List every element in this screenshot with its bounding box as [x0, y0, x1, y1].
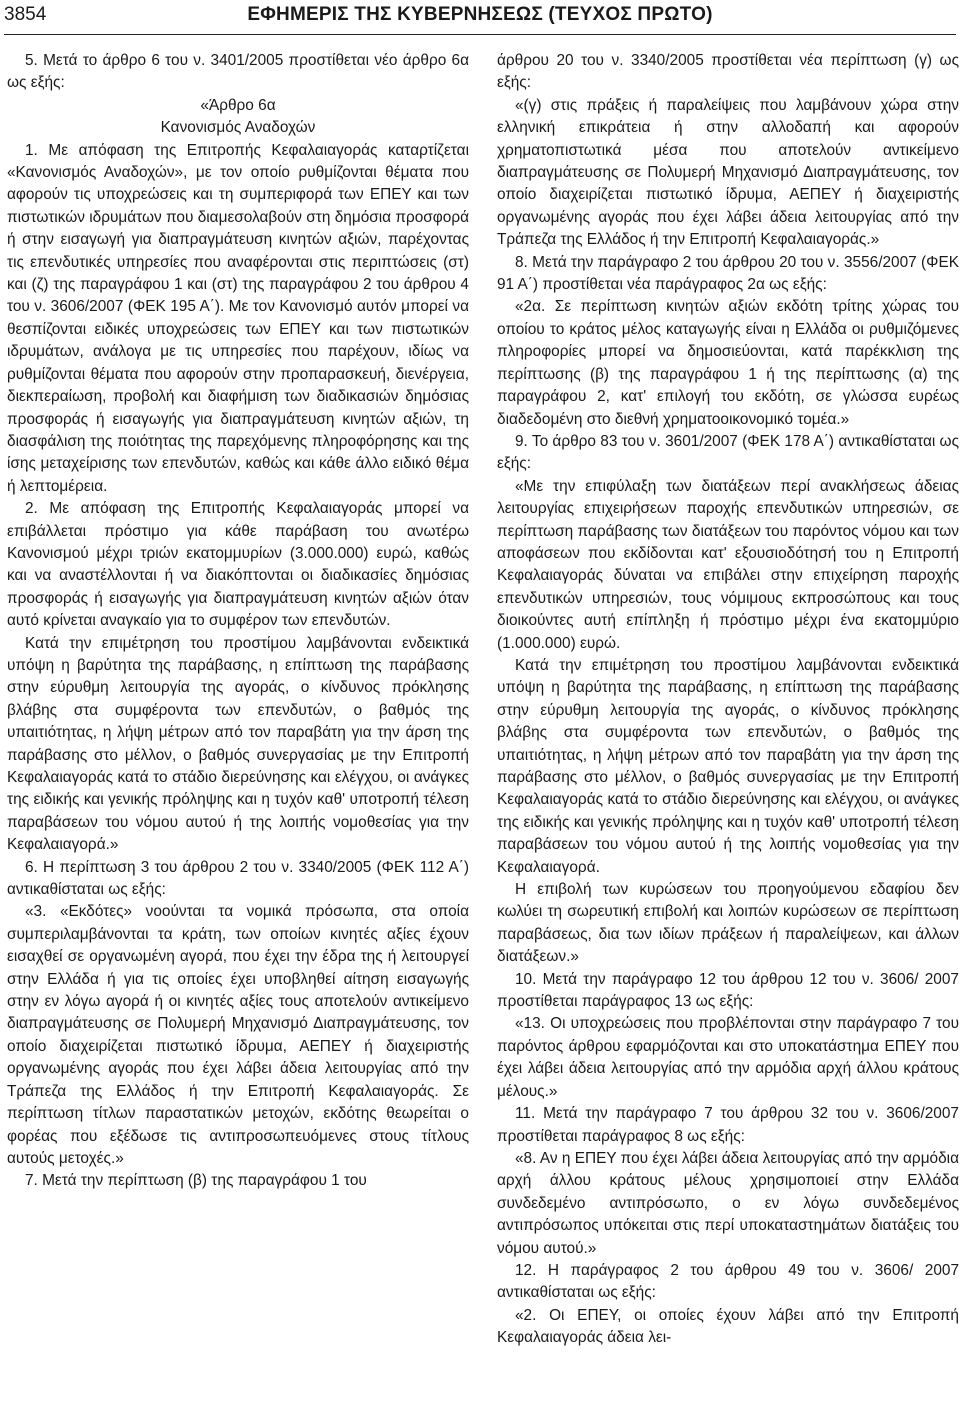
paragraph: «(γ) στις πράξεις ή παραλείψεις που λαμβάνουν χώρα στην ελληνική επικράτεια ή στην αλλοδαπή και αφορούν χρηματοπιστωτικά μέσα που αποτελούν αντικείμενο διαπραγμάτευσης σε Πολυμερή Μηχανισμό Διαπραγμάτευσης, τον οποίο διαχειρίζεται πιστωτικό ίδρυμα, ΑΕΠΕΥ ή διαχειριστής οργανωμένης αγοράς που έχει λάβει άδεια λειτουργίας από την Τράπεζα της Ελλάδος ή την Επιτροπή Κεφαλαιαγοράς.»	[497, 96, 959, 249]
paragraph: 1. Με απόφαση της Επιτροπής Κεφαλαιαγοράς καταρτίζεται «Κανονισμός Αναδοχών», με τον οποίο ρυθμίζονται θέματα που αφορούν τις υποχρεώσεις και τη συμπεριφορά των ΕΠΕΥ και των πιστωτικών ιδρυμάτων που διαμεσολαβούν στη δημόσια προσφορά ή στην εισαγωγή για διαπραγμάτευση κινητών αξιών, παρέχοντας τις επενδυτικές υπηρεσίες που αναφέρονται στις περιπτώσεις (στ) και (ζ) της παραγράφου 1 και (στ) της παραγράφου 2 του άρθρου 4 του ν. 3606/2007 (ΦΕΚ 195 Α΄). Με τον Κανονισμό αυτόν μπορεί να θεσπίζονται ειδικές υποχρεώσεις των ΕΠΕΥ και των πιστωτικών ιδρυμάτων, ανάλογα με τις υπηρεσίες που παρέχουν, ιδίως να ρυθμίζονται θέματα που αφορούν στην προπαρασκευή, διενέργεια, διεκπεραίωση, προβολή και διαφήμιση των διαδικασιών δημόσιας προσφοράς ή εισαγωγής για διαπραγμάτευση κινητών αξιών, τη διασφάλιση της ποιότητας της παρεχόμενης πληροφόρησης και της ίσης μεταχείρισης των επενδυτών, καθώς και κάθε άλλο ειδικό θέμα ή λεπτομέρεια.	[7, 141, 469, 495]
paragraph: 10. Μετά την παράγραφο 12 του άρθρου 12 του ν. 3606/ 2007 προστίθεται παράγραφος 13 ως εξής:	[497, 970, 959, 1011]
article-title: Κανονισμός Αναδοχών	[160, 119, 316, 137]
paragraph: «2. Οι ΕΠΕΥ, οι οποίες έχουν λάβει από την Επιτροπή Κεφαλαιαγοράς άδεια λει-	[497, 1306, 959, 1347]
left-column	[7, 50, 469, 1422]
paragraph: 11. Μετά την παράγραφο 7 του άρθρου 32 του ν. 3606/2007 προστίθεται παράγραφος 8 ως εξής:	[497, 1105, 959, 1145]
page-header	[4, 2, 956, 28]
article-heading: «Άρθρο 6α	[200, 96, 276, 114]
header-rule	[4, 34, 956, 35]
paragraph: «13. Οι υποχρεώσεις που προβλέπονται στην παράγραφο 7 του παρόντος άρθρου εφαρμόζονται και στο υποκατάστημα ΕΠΕΥ που έχει λάβει άδεια λειτουργίας από την αρμόδια αρχή άλλου κράτους μέλους.»	[497, 1015, 959, 1100]
paragraph: 12. Η παράγραφος 2 του άρθρου 49 του ν. 3606/ 2007 αντικαθίσταται ως εξής:	[497, 1261, 959, 1302]
paragraph: Η επιβολή των κυρώσεων του προηγούμενου εδαφίου δεν κωλύει τη σωρευτική επιβολή και λοιπών κυρώσεων σε περίπτωση παραβάσεως, δια των ιδίων πράξεων ή παραλείψεων, και άλλων διατάξεων.»	[497, 881, 959, 966]
page-number: 3854	[4, 4, 47, 25]
paragraph: 5. Μετά το άρθρο 6 του ν. 3401/2005 προστίθεται νέο άρθρο 6α ως εξής:	[7, 52, 469, 92]
paragraph: 8. Μετά την παράγραφο 2 του άρθρου 20 του ν. 3556/2007 (ΦΕΚ 91 Α΄) προστίθεται νέα παράγραφος 2α ως εξής:	[497, 253, 959, 294]
paragraph: «3. «Εκδότες» νοούνται τα νομικά πρόσωπα, στα οποία συμπεριλαμβάνονται τα κράτη, των οποίων κινητές αξίες έχουν εισαχθεί σε οργανωμένη αγορά, που έχει την έδρα της ή λειτουργεί στην Ελλάδα ή για τις οποίες έχει υποβληθεί αίτηση εισαγωγής στην εν λόγω αγορά ή οι κινητές αξίες τους αποτελούν αντικείμενο διαπραγμάτευσης σε Πολυμερή Μηχανισμό Διαπραγμάτευσης, τον οποίο διαχειρίζεται πιστωτικό ίδρυμα, ΑΕΠΕΥ ή διαχειριστής οργανωμένης αγοράς που έχει λάβει άδεια λειτουργίας από την Τράπεζα της Ελλάδος ή την Επιτροπή Κεφαλαιαγοράς. Σε περίπτωση τίτλων παραστατικών μετοχών, εκδότης θεωρείται ο φορέας που εξέδωσε τις αντιπροσωπευόμενες στους τίτλους αυτούς μετοχές.»	[7, 903, 469, 1167]
gazette-title: ΕΦΗΜΕΡΙΣ ΤΗΣ ΚΥΒΕΡΝΗΣΕΩΣ (ΤΕΥΧΟΣ ΠΡΩΤΟ)	[247, 4, 713, 25]
paragraph: 7. Μετά την περίπτωση (β) της παραγράφου 1 του	[25, 1172, 367, 1190]
paragraph: Κατά την επιμέτρηση του προστίμου λαμβάνονται ενδεικτικά υπόψη η βαρύτητα της παράβασης, η επίπτωση της παράβασης στην εύρυθμη λειτουργία της αγοράς, ο κίνδυνος πρόκλησης βλάβης στα συμφέροντα των επενδυτών, ο βαθμός της υπαιτιότητας, η λήψη μέτρων από τον παραβάτη για την άρση της παράβασης στο μέλλον, ο βαθμός συνεργασίας με την Επιτροπή Κεφαλαιαγοράς κατά το στάδιο διερεύνησης και ελέγχου, οι ανάγκες της ειδικής και γενικής πρόληψης και η τυχόν καθ' υποτροπή τέλεση παραβάσεων του νόμου αυτού ή της λοιπής νομοθεσίας για την Κεφαλαιαγορά.	[497, 656, 959, 876]
paragraph: 6. Η περίπτωση 3 του άρθρου 2 του ν. 3340/2005 (ΦΕΚ 112 Α΄) αντικαθίσταται ως εξής:	[7, 858, 469, 899]
paragraph: 9. Το άρθρο 83 του ν. 3601/2007 (ΦΕΚ 178 Α΄) αντικαθίσταται ως εξής:	[497, 432, 959, 473]
right-column	[497, 50, 959, 1422]
paragraph: «2α. Σε περίπτωση κινητών αξιών εκδότη τρίτης χώρας του οποίου το κράτος μέλος καταγωγής είναι η Ελλάδα οι ρυθμιζόμενες πληροφορίες μπορεί να δημοσιεύονται, κατά παρέκκλιση της περίπτωσης (β) της παραγράφου 1 ή της περίπτωσης (α) της παραγράφου 2, κατ' επιλογή του εκδότη, σε γλώσσα ευρέως διαδεδομένη στο διεθνή χρηματοοικονομικό τομέα.»	[497, 298, 959, 428]
paragraph: άρθρου 20 του ν. 3340/2005 προστίθεται νέα περίπτωση (γ) ως εξής:	[497, 52, 959, 92]
paragraph: «Με την επιφύλαξη των διατάξεων περί ανακλήσεως άδειας λειτουργίας επιχειρήσεων παροχής επενδυτικών υπηρεσιών, σε περίπτωση παράβασης των διατάξεων του παρόντος νόμου και των αποφάσεων που εκδίδονται κατ' εξουσιοδότησή του η Επιτροπή Κεφαλαιαγοράς δύναται να επιβάλει στην επιχείρηση παροχής επενδυτικών υπηρεσιών, τους νόμιμους εκπροσώπους και τους διοικούντες αυτή επίπληξη ή πρόστιμο μέχρι ένα εκατομμύριο (1.000.000) ευρώ.	[497, 477, 959, 652]
paragraph: «8. Αν η ΕΠΕΥ που έχει λάβει άδεια λειτουργίας από την αρμόδια αρχή άλλου κράτους μέλους χρησιμοποιεί στην Ελλάδα συνδεδεμένο αντιπρόσωπο, ο εν λόγω συνδεδεμένος αντιπρόσωπος υπόκειται στις περί υποκαταστημάτων διατάξεις του νόμου αυτού.»	[497, 1149, 959, 1257]
paragraph: Κατά την επιμέτρηση του προστίμου λαμβάνονται ενδεικτικά υπόψη η βαρύτητα της παράβασης, η επίπτωση της παράβασης στην εύρυθμη λειτουργία της αγοράς, ο κίνδυνος πρόκλησης βλάβης στα συμφέροντα των επενδυτών, ο βαθμός της υπαιτιότητας, η λήψη μέτρων από τον παραβάτη για την άρση της παράβασης στο μέλλον, ο βαθμός συνεργασίας με την Επιτροπή Κεφαλαιαγοράς κατά το στάδιο διερεύνησης και ελέγχου, οι ανάγκες της ειδικής και γενικής πρόληψης και η τυχόν καθ' υποτροπή τέλεση παραβάσεων του νόμου αυτού ή της λοιπής νομοθεσίας για την Κεφαλαιαγορά.»	[7, 634, 469, 854]
paragraph: 2. Με απόφαση της Επιτροπής Κεφαλαιαγοράς μπορεί να επιβάλλεται πρόστιμο για κάθε παράβαση του ανωτέρω Κανονισμού μέχρι τριών εκατομμυρίων (3.000.000) ευρώ, καθώς και να αναστέλλονται ή να διακόπτονται οι διαδικασίες δημόσιας προσφοράς ή εισαγωγής για διαπραγμάτευση κινητών αξιών όταν αυτό κρίνεται αναγκαίο για το συμφέρον των επενδυτών.	[7, 500, 469, 630]
